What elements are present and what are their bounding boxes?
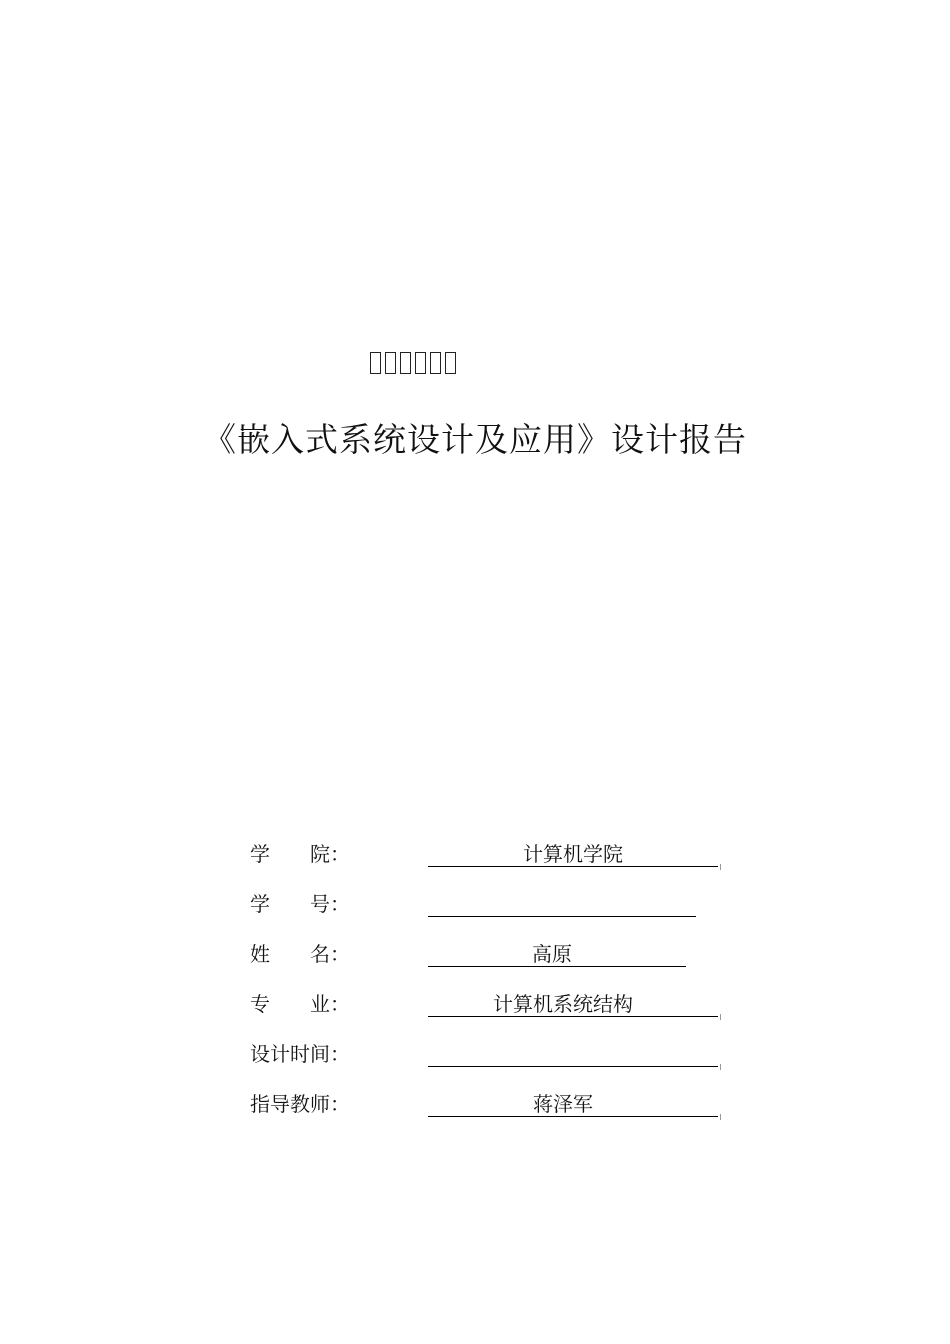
field-value: 高原 (532, 942, 572, 966)
line-end-mark (720, 864, 721, 870)
field-label: 姓 名： (250, 942, 350, 966)
field-label: 专 业： (250, 992, 350, 1016)
field-row-design-time (250, 1032, 730, 1082)
missing-glyph-box (400, 352, 411, 374)
field-value: 计算机学院 (523, 842, 623, 866)
cover-info-form (250, 832, 730, 1132)
field-row-advisor (250, 1082, 730, 1132)
missing-glyph-box (415, 352, 426, 374)
line-end-mark (720, 1114, 721, 1120)
field-label: 指导教师： (250, 1092, 350, 1116)
underline (428, 1116, 718, 1117)
underline (428, 866, 718, 867)
field-row-major (250, 982, 730, 1032)
field-label: 学 院： (250, 842, 350, 866)
field-value: 计算机系统结构 (493, 992, 633, 1016)
field-row-student-id (250, 882, 730, 932)
field-row-name (250, 932, 730, 982)
report-title: 《嵌入式系统设计及应用》设计报告 (203, 420, 747, 459)
field-label: 设计时间： (250, 1042, 350, 1066)
field-value: 蒋泽军 (533, 1092, 593, 1116)
field-label: 学 号： (250, 892, 350, 916)
field-row-college (250, 832, 730, 882)
missing-glyph-box (385, 352, 396, 374)
missing-glyph-box (370, 352, 381, 374)
missing-glyph-box (430, 352, 441, 374)
underline (428, 916, 696, 917)
line-end-mark (720, 1014, 721, 1020)
unrendered-header-glyphs (370, 352, 456, 374)
underline (428, 966, 686, 967)
underline (428, 1016, 718, 1017)
line-end-mark (720, 1064, 721, 1070)
missing-glyph-box (445, 352, 456, 374)
underline (428, 1066, 718, 1067)
